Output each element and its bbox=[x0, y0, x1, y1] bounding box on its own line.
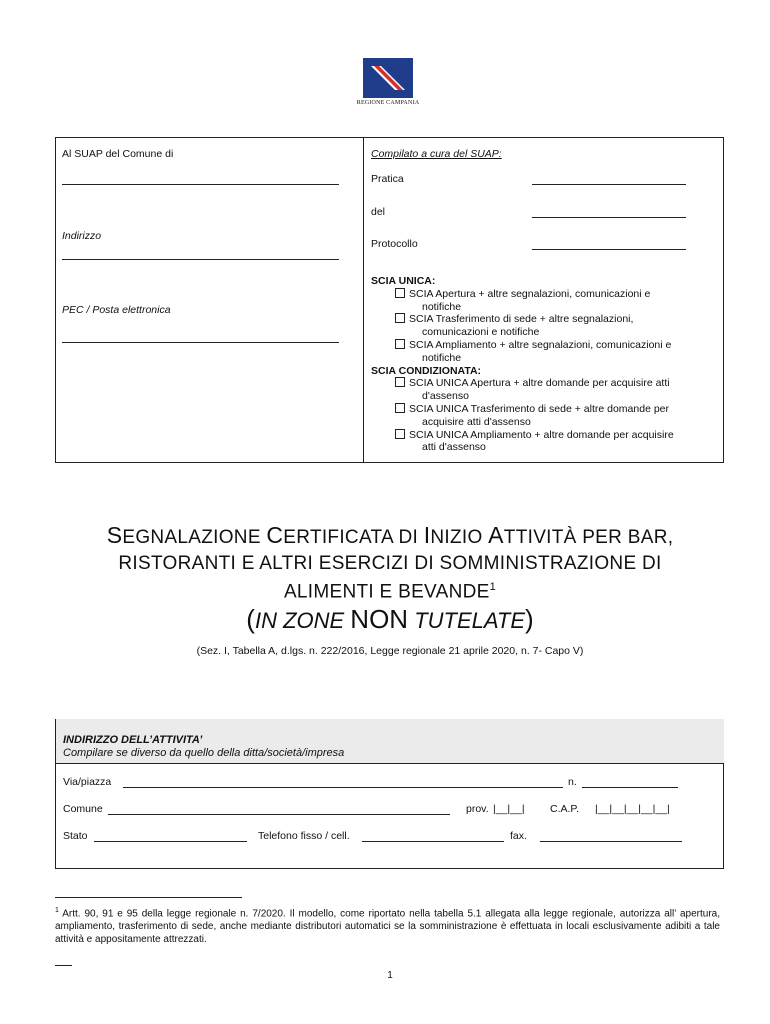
scia-condizionata-option[interactable]: SCIA UNICA Ampliamento + altre domande per acquisire atti d'assenso bbox=[371, 429, 716, 455]
prov-field[interactable]: |__|__| bbox=[493, 803, 525, 815]
scia-unica-title: SCIA UNICA: bbox=[371, 275, 436, 287]
logo-caption: REGIONE CAMPANIA bbox=[356, 100, 420, 106]
pratica-field[interactable] bbox=[532, 184, 686, 185]
prov-label: prov. bbox=[466, 803, 489, 815]
scia-unica-option[interactable]: SCIA Trasferimento di sede + altre segnalazioni, comunicazioni e notifiche bbox=[371, 313, 716, 339]
footnote-separator bbox=[55, 897, 242, 898]
document-title-line-1: SEGNALAZIONE CERTIFICATA DI INIZIO ATTIVITÀ PER BAR, bbox=[106, 522, 674, 548]
pec-field[interactable] bbox=[62, 342, 339, 343]
checkbox-icon[interactable] bbox=[395, 339, 405, 349]
pec-label: PEC / Posta elettronica bbox=[62, 304, 171, 316]
address-box-top-border bbox=[55, 763, 724, 764]
stato-field[interactable] bbox=[94, 841, 247, 842]
protocollo-label: Protocollo bbox=[371, 238, 418, 250]
scia-condizionata-option[interactable]: SCIA UNICA Trasferimento di sede + altre domande per acquisire atti d'assenso bbox=[371, 403, 716, 429]
scia-unica-option[interactable]: SCIA Ampliamento + altre segnalazioni, comunicazioni e notifiche bbox=[371, 339, 716, 365]
indirizzo-label: Indirizzo bbox=[62, 230, 102, 242]
address-heading: INDIRIZZO DELL’ATTIVITA’ bbox=[63, 734, 203, 746]
via-label: Via/piazza bbox=[63, 776, 112, 788]
header-box-divider bbox=[363, 137, 364, 463]
del-label: del bbox=[371, 206, 386, 218]
address-box bbox=[55, 763, 724, 869]
pratica-label: Pratica bbox=[371, 173, 404, 185]
footer-rule bbox=[55, 965, 72, 966]
stato-label: Stato bbox=[63, 830, 88, 842]
document-title-line-2: RISTORANTI E ALTRI ESERCIZI DI SOMMINISTRAZIONE DI bbox=[118, 553, 662, 574]
checkbox-icon[interactable] bbox=[395, 288, 405, 298]
civico-field[interactable] bbox=[582, 787, 678, 788]
address-subheading: Compilare se diverso da quello della ditta/società/impresa bbox=[63, 747, 345, 759]
footnote: $^1$ Artt. 90, 91 e 95 della legge regionale n. 7/2020. Il modello, come riportato nella tabella 5.1 allegata alla legge regionale, autorizza all’ apertura, ampliamento, trasferimento di sede, anche mediante distributori automatici se la somministrazione è effettuata in locali esclusivamente adibiti a tale attività e appositamente attrezzati. bbox=[55, 907, 720, 945]
scia-options bbox=[371, 275, 716, 454]
comune-label: Al SUAP del Comune di bbox=[62, 148, 174, 160]
document-title-line-3: ALIMENTI E BEVANDE$^1$ bbox=[283, 581, 497, 603]
footnote-ref: 1 bbox=[489, 581, 497, 593]
address-box-left-border bbox=[55, 719, 56, 869]
checkbox-icon[interactable] bbox=[395, 403, 405, 413]
indirizzo-field[interactable] bbox=[62, 259, 339, 260]
comune-field[interactable] bbox=[62, 184, 339, 185]
cap-label: C.A.P. bbox=[550, 803, 579, 815]
document-subtitle: (IN ZONE NON TUTELATE) bbox=[246, 604, 534, 634]
suap-header: Compilato a cura del SUAP: bbox=[371, 148, 502, 160]
telefono-label: Telefono fisso / cell. bbox=[258, 830, 350, 842]
checkbox-icon[interactable] bbox=[395, 313, 405, 323]
legal-reference: (Sez. I, Tabella A, d.lgs. n. 222/2016, Legge regionale 21 aprile 2020, n. 7- Capo V) bbox=[196, 645, 584, 657]
via-field[interactable] bbox=[123, 787, 563, 788]
fax-label: fax. bbox=[510, 830, 527, 842]
scia-condizionata-title: SCIA CONDIZIONATA: bbox=[371, 364, 482, 377]
del-field[interactable] bbox=[532, 217, 686, 218]
n-label: n. bbox=[568, 776, 577, 788]
protocollo-field[interactable] bbox=[532, 249, 686, 250]
comune-address-label: Comune bbox=[63, 803, 103, 815]
telefono-field[interactable] bbox=[362, 841, 504, 842]
cap-field[interactable]: |__|__|__|__|__| bbox=[595, 803, 670, 815]
scia-unica-option[interactable]: SCIA Apertura + altre segnalazioni, comunicazioni e notifiche bbox=[371, 288, 716, 314]
scia-condizionata-option[interactable]: SCIA UNICA Apertura + altre domande per acquisire atti d'assenso bbox=[371, 377, 716, 403]
fax-field[interactable] bbox=[540, 841, 682, 842]
comune-address-field[interactable] bbox=[108, 814, 450, 815]
page-number: 1 bbox=[387, 970, 393, 981]
checkbox-icon[interactable] bbox=[395, 429, 405, 439]
checkbox-icon[interactable] bbox=[395, 377, 405, 387]
